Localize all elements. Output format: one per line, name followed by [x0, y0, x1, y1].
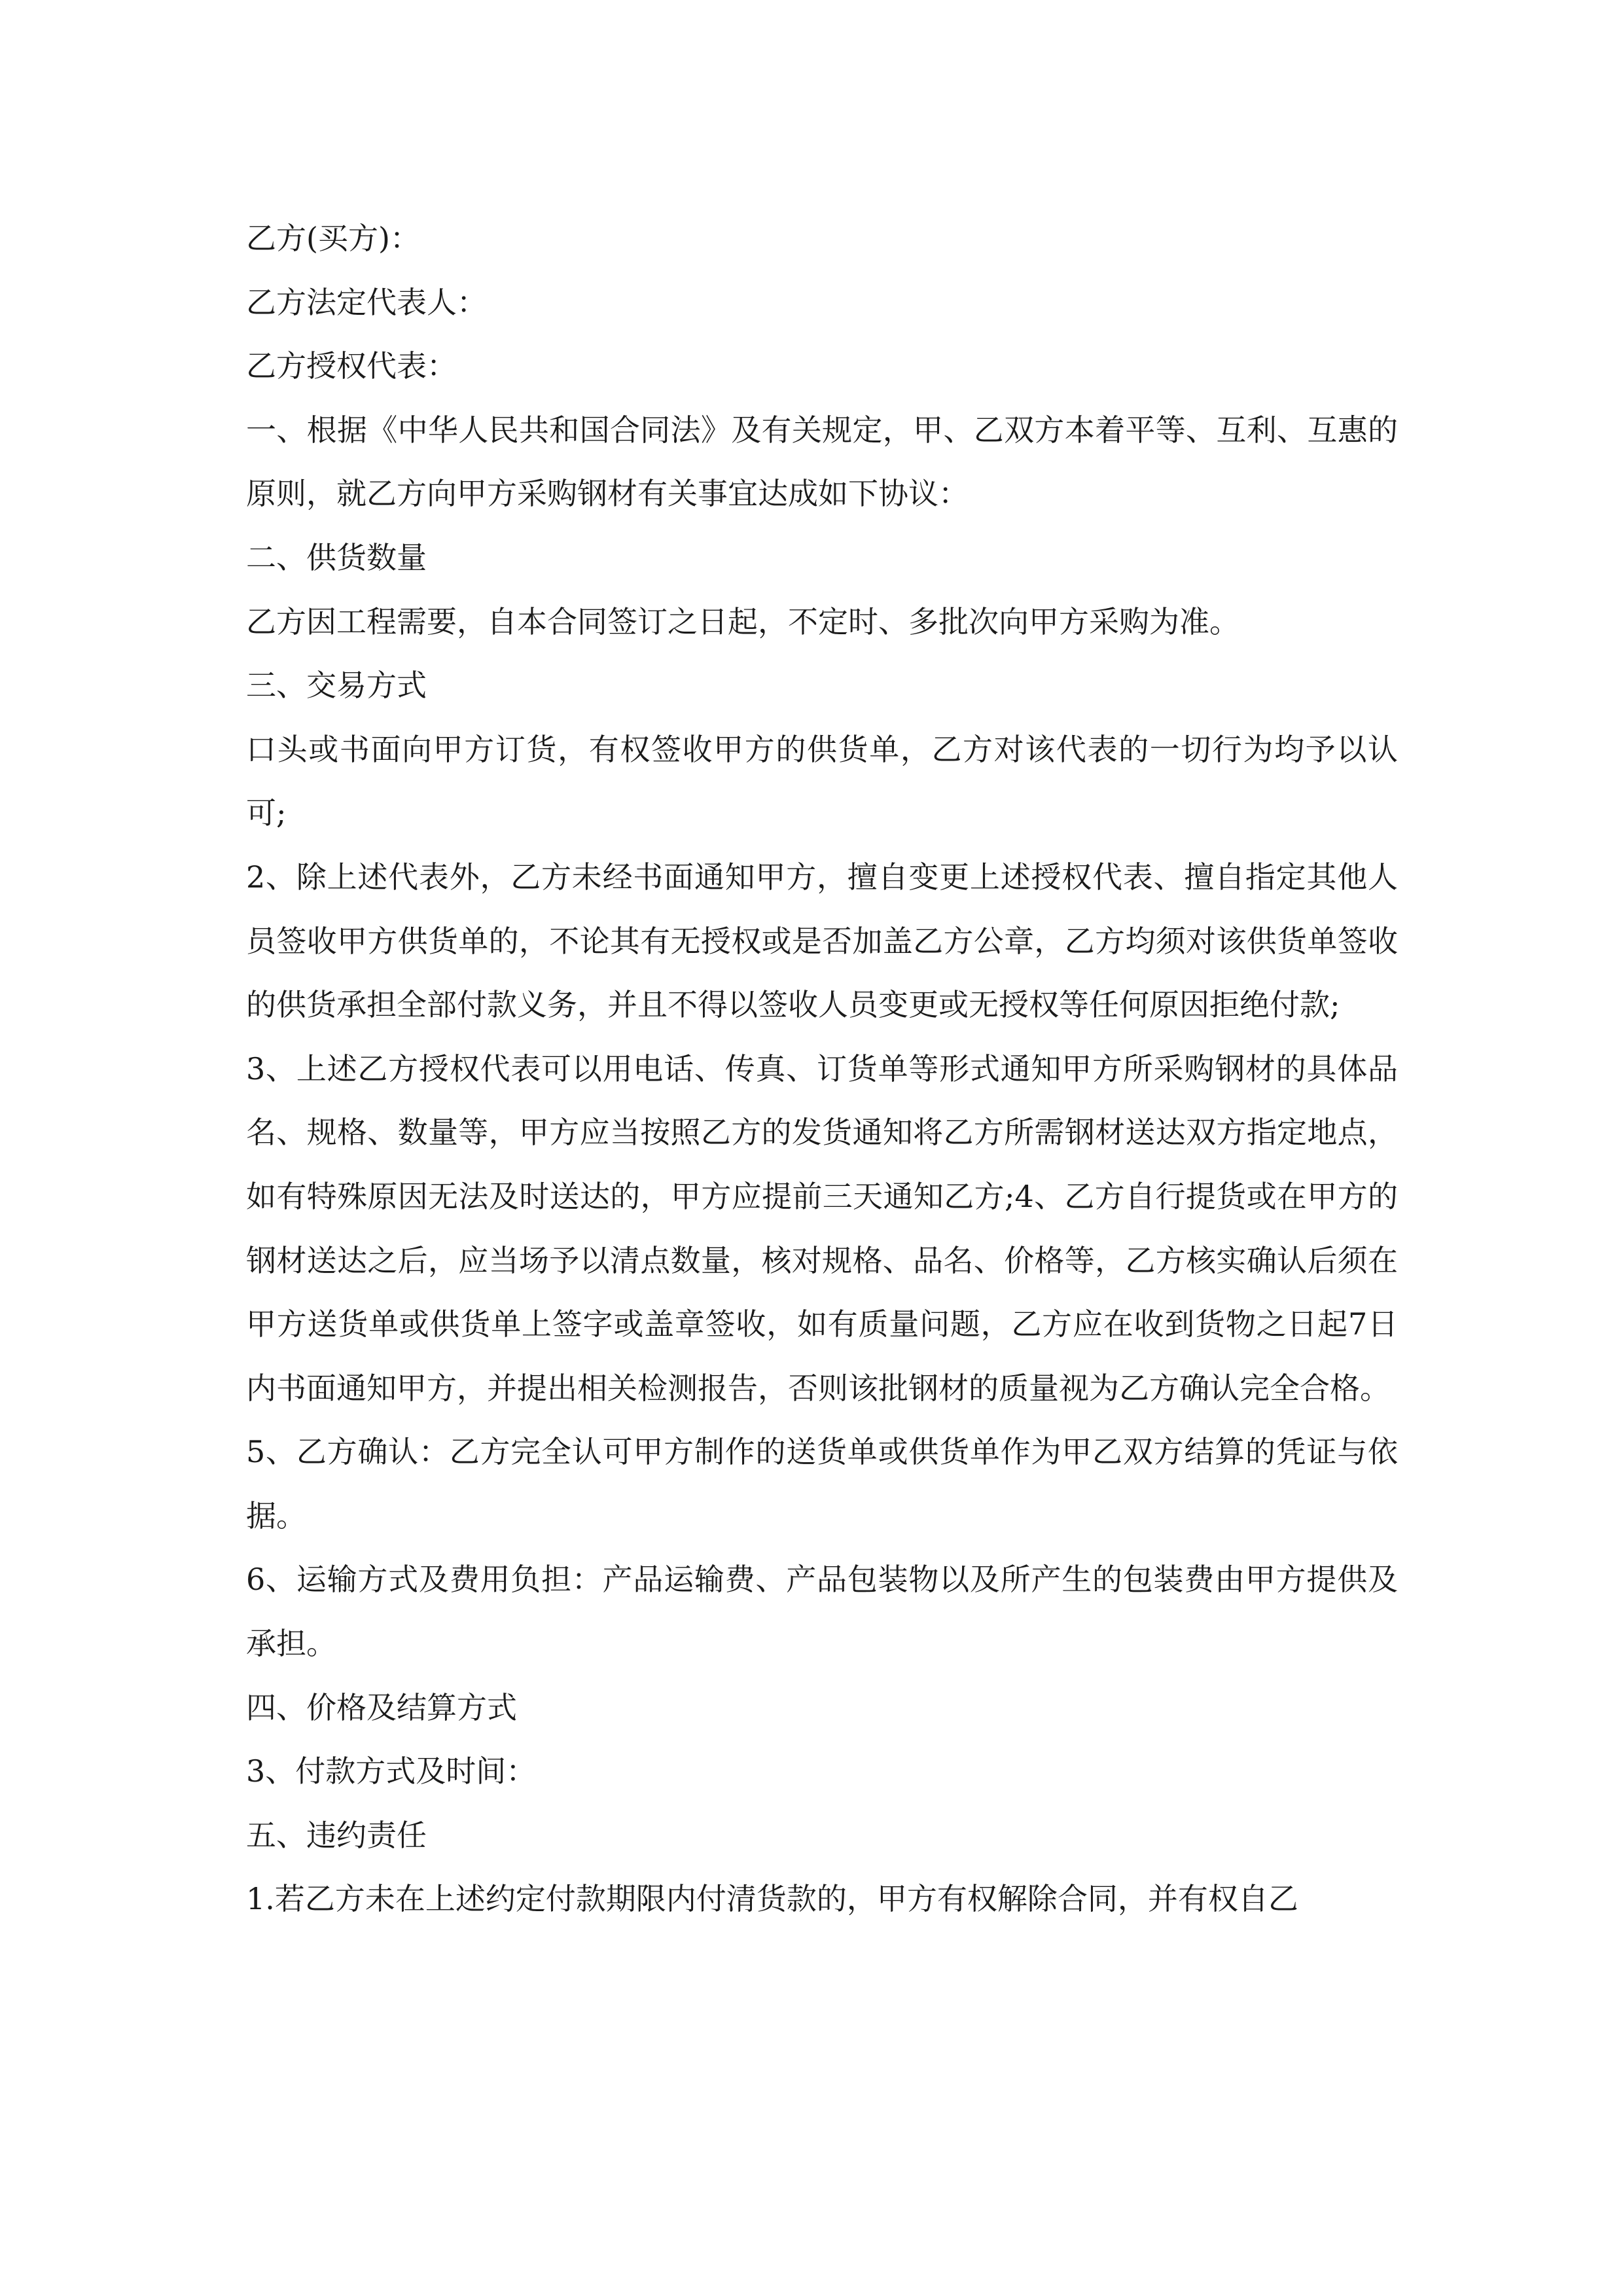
- section-3-heading: 三、交易方式: [246, 668, 427, 704]
- supply-quantity-paragraph: 乙方因工程需要，自本合同签订之日起，不定时、多批次向甲方采购为准。: [246, 603, 1240, 639]
- liability-clause-1-paragraph: 1.若乙方未在上述约定付款期限内付清货款的，甲方有权解除合同，并有权自乙: [246, 1881, 1298, 1917]
- ordering-paragraph: 口头或书面向甲方订货，有权签收甲方的供货单，乙方对该代表的一切行为均予以认可;: [246, 731, 1398, 831]
- section-5-heading: 五、违约责任: [246, 1817, 427, 1853]
- clause-5-paragraph: 5、乙方确认：乙方完全认可甲方制作的送货单或供货单作为甲乙双方结算的凭证与依据。: [246, 1434, 1398, 1534]
- section-4-heading: 四、价格及结算方式: [246, 1689, 517, 1725]
- clause-1-paragraph: 一、根据《中华人民共和国合同法》及有关规定，甲、乙双方本着平等、互利、互惠的原则，就乙方向甲方采购钢材有关事宜达成如下协议：: [246, 412, 1398, 512]
- clause-2-paragraph: 2、除上述代表外，乙方未经书面通知甲方，擅自变更上述授权代表、擅自指定其他人员签收甲方供货单的，不论其有无授权或是否加盖乙方公章，乙方均须对该供货单签收的供货承担全部付款义务，并且不得以签收人员变更或无授权等任何原因拒绝付款;: [246, 859, 1398, 1023]
- payment-method-line: 3、付款方式及时间：: [246, 1753, 537, 1789]
- clause-6-paragraph: 6、运输方式及费用负担：产品运输费、产品包装物以及所产生的包装费由甲方提供及承担。: [246, 1562, 1398, 1662]
- party-b-buyer-line: 乙方(买方)：: [246, 221, 420, 256]
- party-b-legal-rep-line: 乙方法定代表人：: [246, 284, 487, 320]
- document-body: [246, 207, 1398, 1931]
- party-b-authorized-rep-line: 乙方授权代表：: [246, 348, 457, 384]
- section-2-heading: 二、供货数量: [246, 539, 427, 575]
- clause-3-4-paragraph: 3、上述乙方授权代表可以用电话、传真、订货单等形式通知甲方所采购钢材的具体品名、规格、数量等，甲方应当按照乙方的发货通知将乙方所需钢材送达双方指定地点，如有特殊原因无法及时送达的，甲方应提前三天通知乙方;4、乙方自行提货或在甲方的钢材送达之后，应当场予以清点数量，核对规格、品名、价格等，乙方核实确认后须在甲方送货单或供货单上签字或盖章签收，如有质量问题，乙方应在收到货物之日起7日内书面通知甲方，并提出相关检测报告，否则该批钢材的质量视为乙方确认完全合格。: [246, 1050, 1398, 1406]
